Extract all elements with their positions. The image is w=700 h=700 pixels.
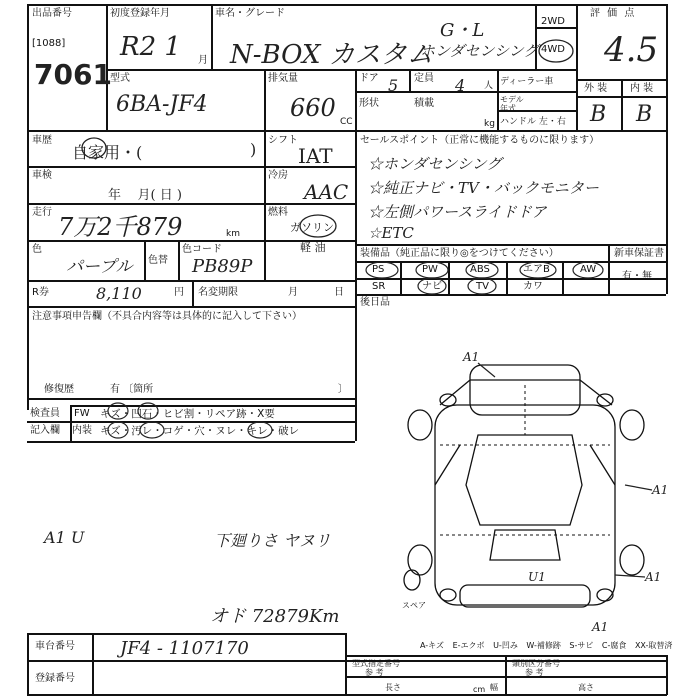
type-spec-label: 型式指定番号 <box>352 659 400 668</box>
mileage-label: 走行 <box>32 207 52 218</box>
name-grade-label: 車名・グレード <box>215 8 285 19</box>
model-value: 6BA-JF4 <box>116 92 208 117</box>
lot-number-label: 出品番号 <box>32 8 72 19</box>
equip-sr: SR <box>372 281 386 292</box>
score-label: 評 価 点 <box>590 8 637 19</box>
recycle-value: 8,110 <box>96 284 142 303</box>
notes-label: 注意事項申告欄（不具合内容等は具体的に記入して下さい） <box>32 311 302 322</box>
divider <box>27 4 29 130</box>
divider <box>27 130 667 132</box>
displacement-label: 排気量 <box>268 73 298 84</box>
divider <box>409 69 411 91</box>
divider <box>505 655 507 695</box>
category-label: 類別区分番号 <box>512 659 560 668</box>
history-label: 車歴 <box>32 135 52 146</box>
selling-points-label: セールスポイント（正常に機能するものに限ります） <box>360 135 600 146</box>
model-year-label: モデル年式 <box>500 95 524 113</box>
cm-unit: cm <box>473 685 486 694</box>
gasoline-circle-mark <box>298 212 338 240</box>
divider <box>621 79 623 130</box>
divider <box>192 280 194 306</box>
capacity-value: 4 <box>455 76 466 95</box>
inspection-label: 車検 <box>32 170 52 181</box>
capacity-label: 定員 <box>414 73 434 84</box>
lot-bracket: [1088] <box>32 38 66 49</box>
legend-e: E-エクボ <box>452 641 485 650</box>
equip-aw: AW <box>580 264 597 275</box>
divider <box>345 633 347 695</box>
equip-ps: PS <box>372 264 385 275</box>
reg-label: 登録番号 <box>35 673 75 684</box>
divider <box>355 244 666 246</box>
legend-u: U-凹み <box>493 641 518 650</box>
inspection-value: 年 月( 日 ) <box>108 188 182 203</box>
first-reg-value: R2 1 <box>120 32 181 62</box>
equip-abs: ABS <box>470 264 490 275</box>
handwritten-note-3: オド 72879Km <box>210 606 340 627</box>
divider <box>27 280 355 282</box>
spare-label: スペア <box>402 601 426 610</box>
exterior-value: B <box>590 102 607 127</box>
divider <box>27 4 667 6</box>
interior-value: B <box>636 102 653 127</box>
load-unit: kg <box>484 119 495 129</box>
handwritten-note-1: A1 U <box>44 528 85 547</box>
warranty-label: 新車保証書 <box>614 248 664 259</box>
equipment-label: 装備品（純正品に限り◎をつけてください） <box>360 248 559 259</box>
selling-point-1: ☆ホンダセンシング <box>368 155 502 173</box>
fuel-label: 燃料 <box>268 207 288 218</box>
divider <box>345 676 666 678</box>
chassis-value: JF4 - 1107170 <box>120 638 249 659</box>
expiry-day: 日 <box>334 287 344 298</box>
mark-a1-top: A1 <box>463 350 480 364</box>
load-label: 積載 <box>414 98 434 109</box>
divider <box>264 130 266 280</box>
wd4-circle-mark <box>536 38 576 64</box>
expiry-month: 月 <box>288 287 298 298</box>
wd4-option[interactable]: 4WD <box>541 44 565 55</box>
height-label: 高さ <box>578 683 594 692</box>
divider <box>345 655 666 657</box>
divider <box>355 130 357 410</box>
ac-label: 冷房 <box>268 170 288 181</box>
inspector-label1: 検査員 <box>30 408 60 419</box>
interior-label: 内 装 <box>630 83 654 94</box>
dealer-label: ディーラー車 <box>500 77 554 87</box>
grade-line1: G・L <box>440 20 485 41</box>
lot-number: 7061 <box>34 58 112 91</box>
divider <box>27 633 29 695</box>
color-code-value: PB89P <box>192 256 253 277</box>
repair-label: 修復歴 <box>44 384 74 395</box>
divider <box>27 4 107 6</box>
fw-items: キズ・凹石・ヒビ割・リペア跡・X要 <box>100 408 275 420</box>
car-damage-diagram <box>400 345 670 635</box>
grade-line2: ホンダセンシング <box>420 42 539 60</box>
equip-navi: ナビ <box>422 281 442 292</box>
displacement-unit: CC <box>340 117 353 127</box>
displacement-value: 660 <box>290 94 336 122</box>
divider <box>27 694 667 696</box>
color-value: パープル <box>66 257 133 277</box>
selling-point-2: ☆純正ナビ・TV・バックモニター <box>368 179 599 197</box>
handle-label: ハンドル 左・右 <box>500 117 566 127</box>
divider <box>27 633 345 635</box>
shift-label: シフト <box>268 135 298 146</box>
divider <box>355 69 357 130</box>
mileage-unit: km <box>226 229 240 239</box>
ref-label: 参 考 <box>365 668 384 677</box>
ref-label-2: 参 考 <box>525 668 544 677</box>
recycle-unit: 円 <box>174 287 184 298</box>
divider <box>666 244 668 294</box>
shape-label: 形状 <box>359 98 379 109</box>
divider <box>355 91 497 93</box>
history-value: 自家用・( <box>72 143 143 162</box>
legend-s: S-サビ <box>569 641 594 650</box>
history-close: ) <box>250 140 257 159</box>
chassis-label: 車台番号 <box>35 641 75 652</box>
damage-legend <box>420 640 678 651</box>
mark-a1-right2: A1 <box>645 570 662 584</box>
private-use-circle-mark <box>80 136 108 160</box>
divider <box>144 240 146 280</box>
divider <box>576 4 578 130</box>
divider <box>264 69 266 130</box>
color-label: 色 <box>32 244 42 255</box>
selling-point-3: ☆左側パワースライドドア <box>368 203 547 221</box>
divider <box>178 240 180 280</box>
inspector-circle-marks <box>100 402 360 442</box>
equip-airbag: エアB <box>523 264 550 275</box>
wd2-option[interactable]: 2WD <box>541 16 565 27</box>
legend-w: W-補修跡 <box>526 641 561 650</box>
handwritten-note-2: 下廻りさ ヤヌリ <box>214 531 331 550</box>
score-value: 4.5 <box>604 30 659 70</box>
equipment-circle-marks <box>360 258 610 296</box>
divider <box>27 130 29 410</box>
divider <box>27 660 667 662</box>
divider <box>666 4 668 132</box>
equip-leather: カワ <box>523 281 543 292</box>
recycle-label: R券 <box>32 287 49 298</box>
exterior-label: 外 装 <box>584 83 608 94</box>
divider <box>497 69 499 130</box>
divider <box>27 398 355 400</box>
fw-label: FW <box>74 408 90 419</box>
first-reg-label: 初度登録年月 <box>110 8 170 19</box>
width-label: 幅 <box>490 683 498 692</box>
divider <box>92 633 94 695</box>
legend-xx: XX-取替済 <box>634 641 673 650</box>
legend-a: A-キズ <box>420 641 445 650</box>
fuel-value2: 軽 油 <box>300 241 326 254</box>
divider <box>497 91 576 93</box>
divider <box>211 4 213 69</box>
color-code-label: 色コード <box>182 244 222 255</box>
divider <box>666 655 668 695</box>
mileage-value: 7万2千879 <box>58 213 183 241</box>
car-name: N-BOX カスタム <box>230 40 433 70</box>
selling-point-4: ☆ETC <box>368 224 414 242</box>
length-label: 長さ <box>385 683 401 692</box>
mark-a1-right1: A1 <box>652 483 669 497</box>
model-label: 型式 <box>110 73 130 84</box>
expiry-label: 名変期限 <box>198 287 238 298</box>
fuel-value1: ガソリン <box>290 221 334 234</box>
capacity-unit: 人 <box>484 81 494 91</box>
divider <box>27 306 355 308</box>
repair-close: 〕 <box>338 384 348 395</box>
mark-u1: U1 <box>528 570 546 584</box>
doors-value: 5 <box>388 76 399 95</box>
inspector-label2: 記入欄 <box>30 425 60 436</box>
repaint-label: 色替 <box>148 255 168 266</box>
repair-value: 有 〔箇所 <box>110 384 154 395</box>
ac-value: AAC <box>304 180 349 204</box>
equip-pw: PW <box>422 264 438 275</box>
shift-value: IAT <box>298 144 333 168</box>
rear-seat-label: 後日品 <box>360 297 390 308</box>
interior-check-label: 内装 <box>72 425 92 436</box>
mark-a1-bottom: A1 <box>592 620 609 634</box>
equip-tv: TV <box>476 281 489 292</box>
interior-items: キズ・汚レ・コゲ・穴・ヌレ・キレ・破レ <box>100 425 300 437</box>
legend-c: C-腐食 <box>601 641 627 650</box>
warranty-value: 有・無 <box>622 271 652 282</box>
first-reg-month-unit: 月 <box>198 55 208 66</box>
doors-label: ドア <box>359 73 379 84</box>
